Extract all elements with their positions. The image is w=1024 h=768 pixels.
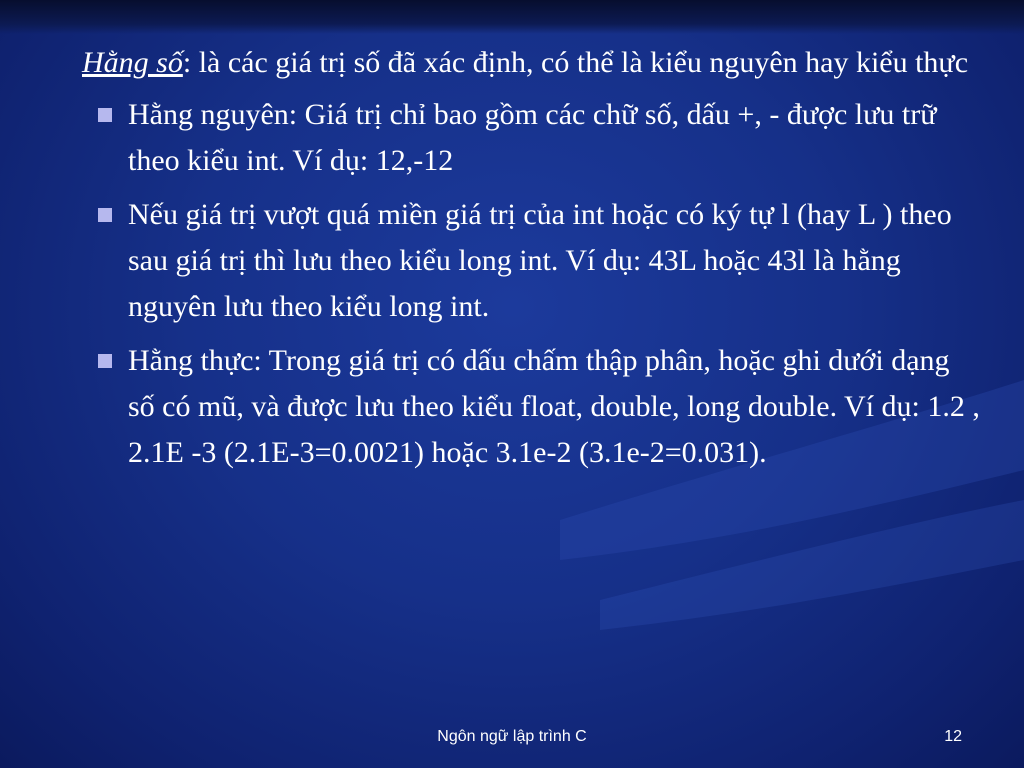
intro-colon: : — [182, 46, 192, 79]
bullet-item-real-constant — [82, 338, 982, 476]
square-bullet-icon — [98, 108, 112, 122]
intro-paragraph — [82, 40, 982, 86]
page-number: 12 — [944, 728, 962, 745]
bullet-text: Hằng thực: Trong giá trị có dấu chấm thập phân, hoặc ghi dưới dạng số có mũ, và được lưu theo kiểu float, double, long double. Ví dụ: 1.2 , 2.1E -3 (2.1E-3=0.0021) hoặc 3.1e-2 (3.1e-2=0.031). — [128, 344, 980, 469]
bullet-text: Hằng nguyên: Giá trị chỉ bao gồm các chữ số, dấu +, - được lưu trữ theo kiểu int. Ví dụ: 12,-12 — [128, 98, 937, 177]
intro-text: là các giá trị số đã xác định, có thể là kiểu nguyên hay kiểu thực — [191, 46, 969, 79]
slide-content — [82, 40, 982, 484]
bullet-item-long-int — [82, 192, 982, 330]
intro-term: Hằng số — [82, 46, 183, 79]
bullet-text: Nếu giá trị vượt quá miền giá trị của int hoặc có ký tự l (hay L ) theo sau giá trị thì lưu theo kiểu long int. Ví dụ: 43L hoặc 43l là hằng nguyên lưu theo kiểu long int. — [128, 198, 952, 323]
bullet-list — [82, 92, 982, 476]
footer-title: Ngôn ngữ lập trình C — [437, 728, 587, 745]
bullet-item-integer-constant — [82, 92, 982, 184]
square-bullet-icon — [98, 208, 112, 222]
square-bullet-icon — [98, 354, 112, 368]
top-dark-band — [0, 0, 1024, 34]
